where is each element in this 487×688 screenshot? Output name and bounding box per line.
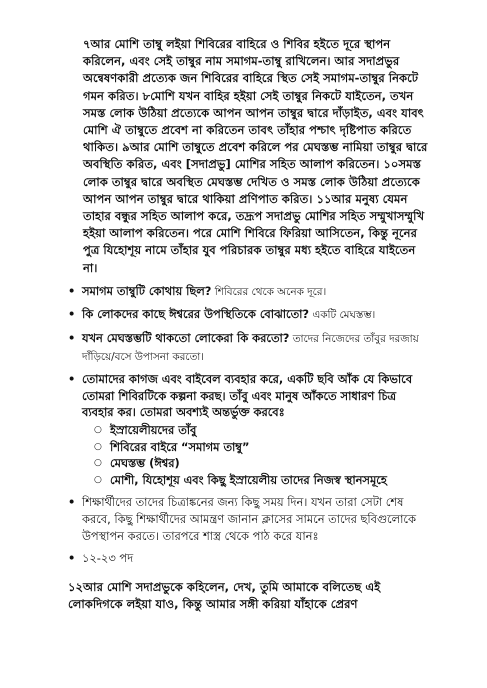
- teacher-instruction-item: • শিক্ষার্থীদের তাদের চিত্রাঙ্কনের জন্য কিছু সময় দিন। যখন তারা সেটা শেষ করবে, কিছু শিক্ষার্থীদের আমন্ত্রণ জানান ক্লাসের সামনে তাদের ছবিগুলোকে উপস্থাপন করতে। তারপরে শাস্ত্র থেকে পাঠ করে যানঃ: [68, 494, 429, 544]
- required-element: ○ মোশী, যিহোশূয় এবং কিছু ইস্রায়েলীয় তাদের নিজস্ব স্থানসমূহে: [82, 472, 429, 489]
- verse-reference-item: • ১২-২৩ পদ: [68, 550, 429, 567]
- scripture-passage-exodus-33-12: ১২আর মোশি সদাপ্রভুকে কহিলেন, দেখ, তুমি আমাকে বলিতেছ এই লোকদিগকে লইয়া যাও, কিন্তু আমার সঙ্গী করিয়া যাঁহাকে প্রেরণ: [68, 579, 381, 611]
- question-text: সমাগম তাম্বুটি কোথায় ছিল?: [82, 283, 212, 298]
- answer-text: একটি মেঘস্তম্ভ।: [309, 309, 376, 322]
- required-element: ○ মেঘস্তম্ভ (ঈশ্বর): [82, 455, 429, 472]
- required-elements-list: [82, 422, 429, 488]
- required-element: ○ ইস্রায়েলীয়দের তাঁবু: [82, 422, 429, 439]
- activity-instructions: তোমাদের কাগজ এবং বাইবেল ব্যবহার করে, একটি ছবি আঁক যে কিভাবে তোমরা শিবিরটিকে কল্পনা করছ। তাঁবু এবং মানুষ আঁকতে সাধারণ চিত্র ব্যবহার কর। তোমরা অবশ্যই অন্তর্ভুক্ত করবেঃ: [82, 372, 413, 420]
- question-item: [68, 306, 429, 324]
- required-element: ○ শিবিরের বাইরে “সমাগম তাম্বু”: [82, 439, 429, 456]
- question-item: [68, 283, 429, 301]
- drawing-activity-item: [68, 371, 429, 488]
- answer-text: তাদের নিজেদের তাঁবুর দরজায় দাঁড়িয়ে/বসে উপাসনা করতো।: [82, 333, 419, 363]
- scripture-passage-exodus-33-7-11: ৭আর মোশি তাম্বু লইয়া শিবিরের বাহিরে ও শিবির হইতে দূরে স্থাপন করিলেন, এবং সেই তাম্বুর নাম সমাগম-তাম্বু রাখিলেন। আর সদাপ্রভুর অন্বেষণকারী প্রত্যেক জন শিবিরের বাহিরে স্থিত সেই সমাগম-তাম্বুর নিকটে গমন করিত। ৮মোশি যখন বাহির হইয়া সেই তাম্বুর নিকটে যাইতেন, তখন সমস্ত লোক উঠিয়া প্রত্যেকে আপন আপন তাম্বুর দ্বারে দাঁড়াইত, এবং যাবৎ মোশি ঐ তাম্বুতে প্রবেশ না করিতেন তাবৎ তাঁহার পশ্চাৎ দৃষ্টিপাত করিতে থাকিত। ৯আর মোশি তাম্বুতে প্রবেশ করিলে পর মেঘস্তম্ভ নামিয়া তাম্বুর দ্বারে অবস্থিতি করিত, এবং [সদাপ্রভু] মোশির সহিত আলাপ করিতেন। ১০সমস্ত লোক তাম্বুর দ্বারে অবস্থিত মেঘস্তম্ভ দেখিত ও সমস্ত লোক উঠিয়া প্রত্যেকে আপন আপন তাম্বুর দ্বারে থাকিয়া প্রণিপাত করিত। ১১আর মনুষ্য যেমন তাহার বন্ধুর সহিত আলাপ করে, তদ্রূপ সদাপ্রভু মোশির সহিত সম্মুখাসম্মুখি হইয়া আলাপ করিতেন। পরে মোশি শিবিরে ফিরিয়া আসিতেন, কিন্তু নূনের পুত্র যিহোশূয় নামে তাঁহার যুব পরিচারক তাম্বুর মধ্য হইতে বাহিরে যাইতেন না।: [83, 37, 428, 275]
- question-item: [68, 330, 429, 365]
- question-list: [68, 283, 429, 567]
- question-text: কি লোকদের কাছে ঈশ্বরের উপস্থিতিকে বোঝাতো?: [82, 307, 310, 322]
- question-text: যখন মেঘস্তম্ভটি থাকতো লোকেরা কি করতো?: [82, 331, 290, 346]
- answer-text: শিবিরের থেকে অনেক দূরে।: [211, 285, 327, 298]
